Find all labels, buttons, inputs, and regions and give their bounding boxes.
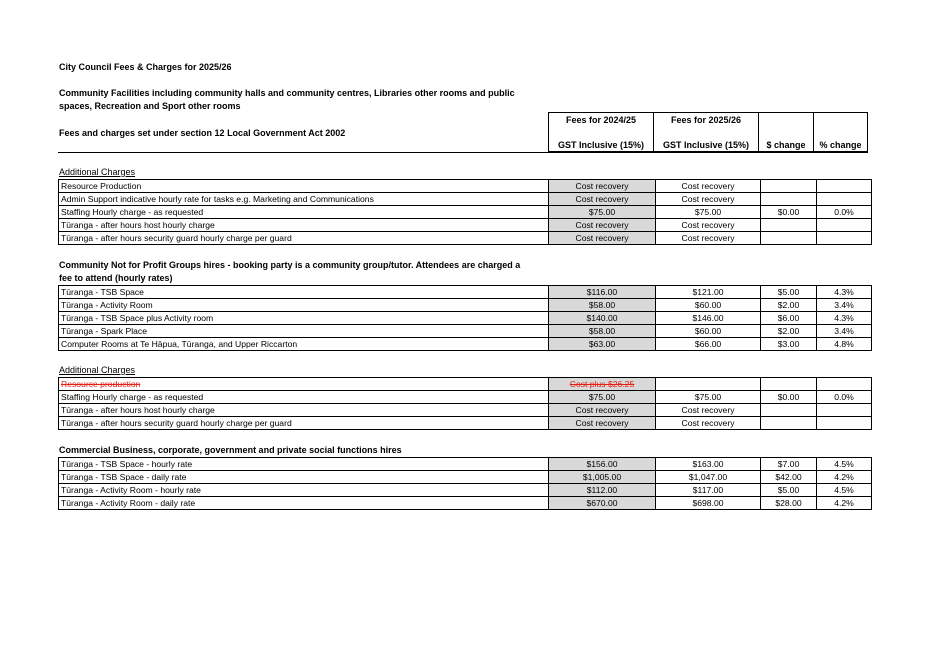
row-description: Tūranga - TSB Space - hourly rate [59,458,549,471]
fee-2024-25: $156.00 [549,458,656,471]
percent-change: 0.0% [817,391,872,404]
percent-change: 3.4% [817,325,872,338]
fee-2025-26: $121.00 [656,286,761,299]
table-row [59,404,872,417]
table-row [59,484,872,497]
percent-change [817,193,872,206]
fee-2024-25: $63.00 [549,338,656,351]
percent-change: 4.2% [817,497,872,510]
table-row [59,471,872,484]
fee-2025-26: $1,047.00 [656,471,761,484]
section-heading-community-nfp-line1: Community Not for Profit Groups hires - booking party is a community group/tutor. Attendees are charged a [59,260,521,270]
row-description: Staffing Hourly charge - as requested [59,391,549,404]
header-gst-2024-25-label: GST Inclusive (15%) [557,140,645,150]
section-heading-additional-charges-2: Additional Charges [59,365,136,375]
dollar-change [761,180,817,193]
table-row [59,206,872,219]
table-row [59,232,872,245]
table-row [59,338,872,351]
dollar-change [761,404,817,417]
fee-2024-25: Cost recovery [549,417,656,430]
fee-2025-26: $146.00 [656,312,761,325]
table-row [59,325,872,338]
row-description: Tūranga - TSB Space [59,286,549,299]
fee-2024-25: $670.00 [549,497,656,510]
legislation-note: Fees and charges set under section 12 Local Government Act 2002 [59,128,346,138]
header-fees-2025-26 [653,112,759,152]
fee-2024-25: $75.00 [549,391,656,404]
fee-2025-26: $698.00 [656,497,761,510]
row-description-removed: Resource production [59,378,549,391]
fee-2024-25: $112.00 [549,484,656,497]
header-underline [58,152,868,153]
header-fees-2024-25-label: Fees for 2024/25 [565,115,637,125]
percent-change [817,232,872,245]
percent-change: 4.5% [817,484,872,497]
dollar-change: $7.00 [761,458,817,471]
fee-2025-26: $75.00 [656,391,761,404]
percent-change [817,219,872,232]
fee-2024-25: Cost recovery [549,404,656,417]
fee-2025-26: Cost recovery [656,404,761,417]
dollar-change: $3.00 [761,338,817,351]
fee-2025-26: $163.00 [656,458,761,471]
fee-2024-25: Cost recovery [549,193,656,206]
document-title: City Council Fees & Charges for 2025/26 [59,62,232,72]
commercial-table [58,457,872,510]
fee-2024-25: $140.00 [549,312,656,325]
dollar-change: $0.00 [761,206,817,219]
percent-change [817,180,872,193]
percent-change [817,417,872,430]
row-description: Tūranga - after hours security guard hourly charge per guard [59,417,549,430]
dollar-change: $28.00 [761,497,817,510]
header-percent-change [813,112,868,152]
table-row [59,391,872,404]
row-description: Tūranga - Activity Room - hourly rate [59,484,549,497]
row-description: Tūranga - TSB Space - daily rate [59,471,549,484]
percent-change [817,378,872,391]
row-description: Admin Support indicative hourly rate for tasks e.g. Marketing and Communications [59,193,549,206]
dollar-change: $0.00 [761,391,817,404]
fee-2025-26: Cost recovery [656,180,761,193]
table-row [59,312,872,325]
fee-2025-26: $66.00 [656,338,761,351]
dollar-change [761,219,817,232]
percent-change: 4.3% [817,312,872,325]
dollar-change [761,193,817,206]
fee-2025-26: $60.00 [656,299,761,312]
fee-2025-26: $75.00 [656,206,761,219]
row-description: Tūranga - after hours security guard hourly charge per guard [59,232,549,245]
fee-2025-26: Cost recovery [656,232,761,245]
fee-2025-26: Cost recovery [656,417,761,430]
section-subtitle-line1: Community Facilities including community halls and community centres, Libraries other rooms and public [59,88,515,98]
fee-2024-25: $58.00 [549,299,656,312]
table-row [59,193,872,206]
header-fees-2024-25 [548,112,654,152]
section-heading-additional-charges: Additional Charges [59,167,136,177]
dollar-change [761,232,817,245]
header-dollar-change-label: $ change [766,140,806,150]
fee-2025-26 [656,378,761,391]
fee-2025-26: $60.00 [656,325,761,338]
fee-2025-26: Cost recovery [656,219,761,232]
percent-change: 4.2% [817,471,872,484]
row-description: Staffing Hourly charge - as requested [59,206,549,219]
row-description: Tūranga - after hours host hourly charge [59,219,549,232]
additional-charges-table-2 [58,377,872,430]
table-row [59,417,872,430]
additional-charges-table [58,179,872,245]
header-dollar-change [758,112,814,152]
header-fees-2025-26-label: Fees for 2025/26 [670,115,742,125]
header-gst-2025-26-label: GST Inclusive (15%) [662,140,750,150]
row-description: Resource Production [59,180,549,193]
fee-2024-25: Cost recovery [549,180,656,193]
row-description: Tūranga - Activity Room [59,299,549,312]
table-row [59,219,872,232]
fee-2024-25: $75.00 [549,206,656,219]
table-row [59,180,872,193]
section-heading-commercial: Commercial Business, corporate, government and private social functions hires [59,445,402,455]
section-subtitle-line2: spaces, Recreation and Sport other rooms [59,101,241,111]
fee-2025-26: $117.00 [656,484,761,497]
dollar-change: $2.00 [761,325,817,338]
fee-2024-25: $58.00 [549,325,656,338]
row-description: Computer Rooms at Te Hāpua, Tūranga, and Upper Riccarton [59,338,549,351]
fee-2024-25: Cost recovery [549,232,656,245]
table-row [59,286,872,299]
row-description: Tūranga - Activity Room - daily rate [59,497,549,510]
table-row [59,378,872,391]
dollar-change [761,417,817,430]
fee-2025-26: Cost recovery [656,193,761,206]
percent-change: 0.0% [817,206,872,219]
table-row [59,497,872,510]
fee-2024-25: $1,005.00 [549,471,656,484]
community-nfp-table [58,285,872,351]
dollar-change [761,378,817,391]
row-description: Tūranga - Spark Place [59,325,549,338]
dollar-change: $42.00 [761,471,817,484]
fee-2024-25-removed: Cost plus $26.25 [549,378,656,391]
header-percent-change-label: % change [819,140,862,150]
row-description: Tūranga - after hours host hourly charge [59,404,549,417]
fee-2024-25: $116.00 [549,286,656,299]
percent-change: 4.3% [817,286,872,299]
fee-2024-25: Cost recovery [549,219,656,232]
table-row [59,299,872,312]
dollar-change: $6.00 [761,312,817,325]
percent-change: 3.4% [817,299,872,312]
dollar-change: $2.00 [761,299,817,312]
dollar-change: $5.00 [761,286,817,299]
row-description: Tūranga - TSB Space plus Activity room [59,312,549,325]
table-row [59,458,872,471]
section-heading-community-nfp-line2: fee to attend (hourly rates) [59,273,173,283]
percent-change: 4.5% [817,458,872,471]
percent-change [817,404,872,417]
percent-change: 4.8% [817,338,872,351]
dollar-change: $5.00 [761,484,817,497]
